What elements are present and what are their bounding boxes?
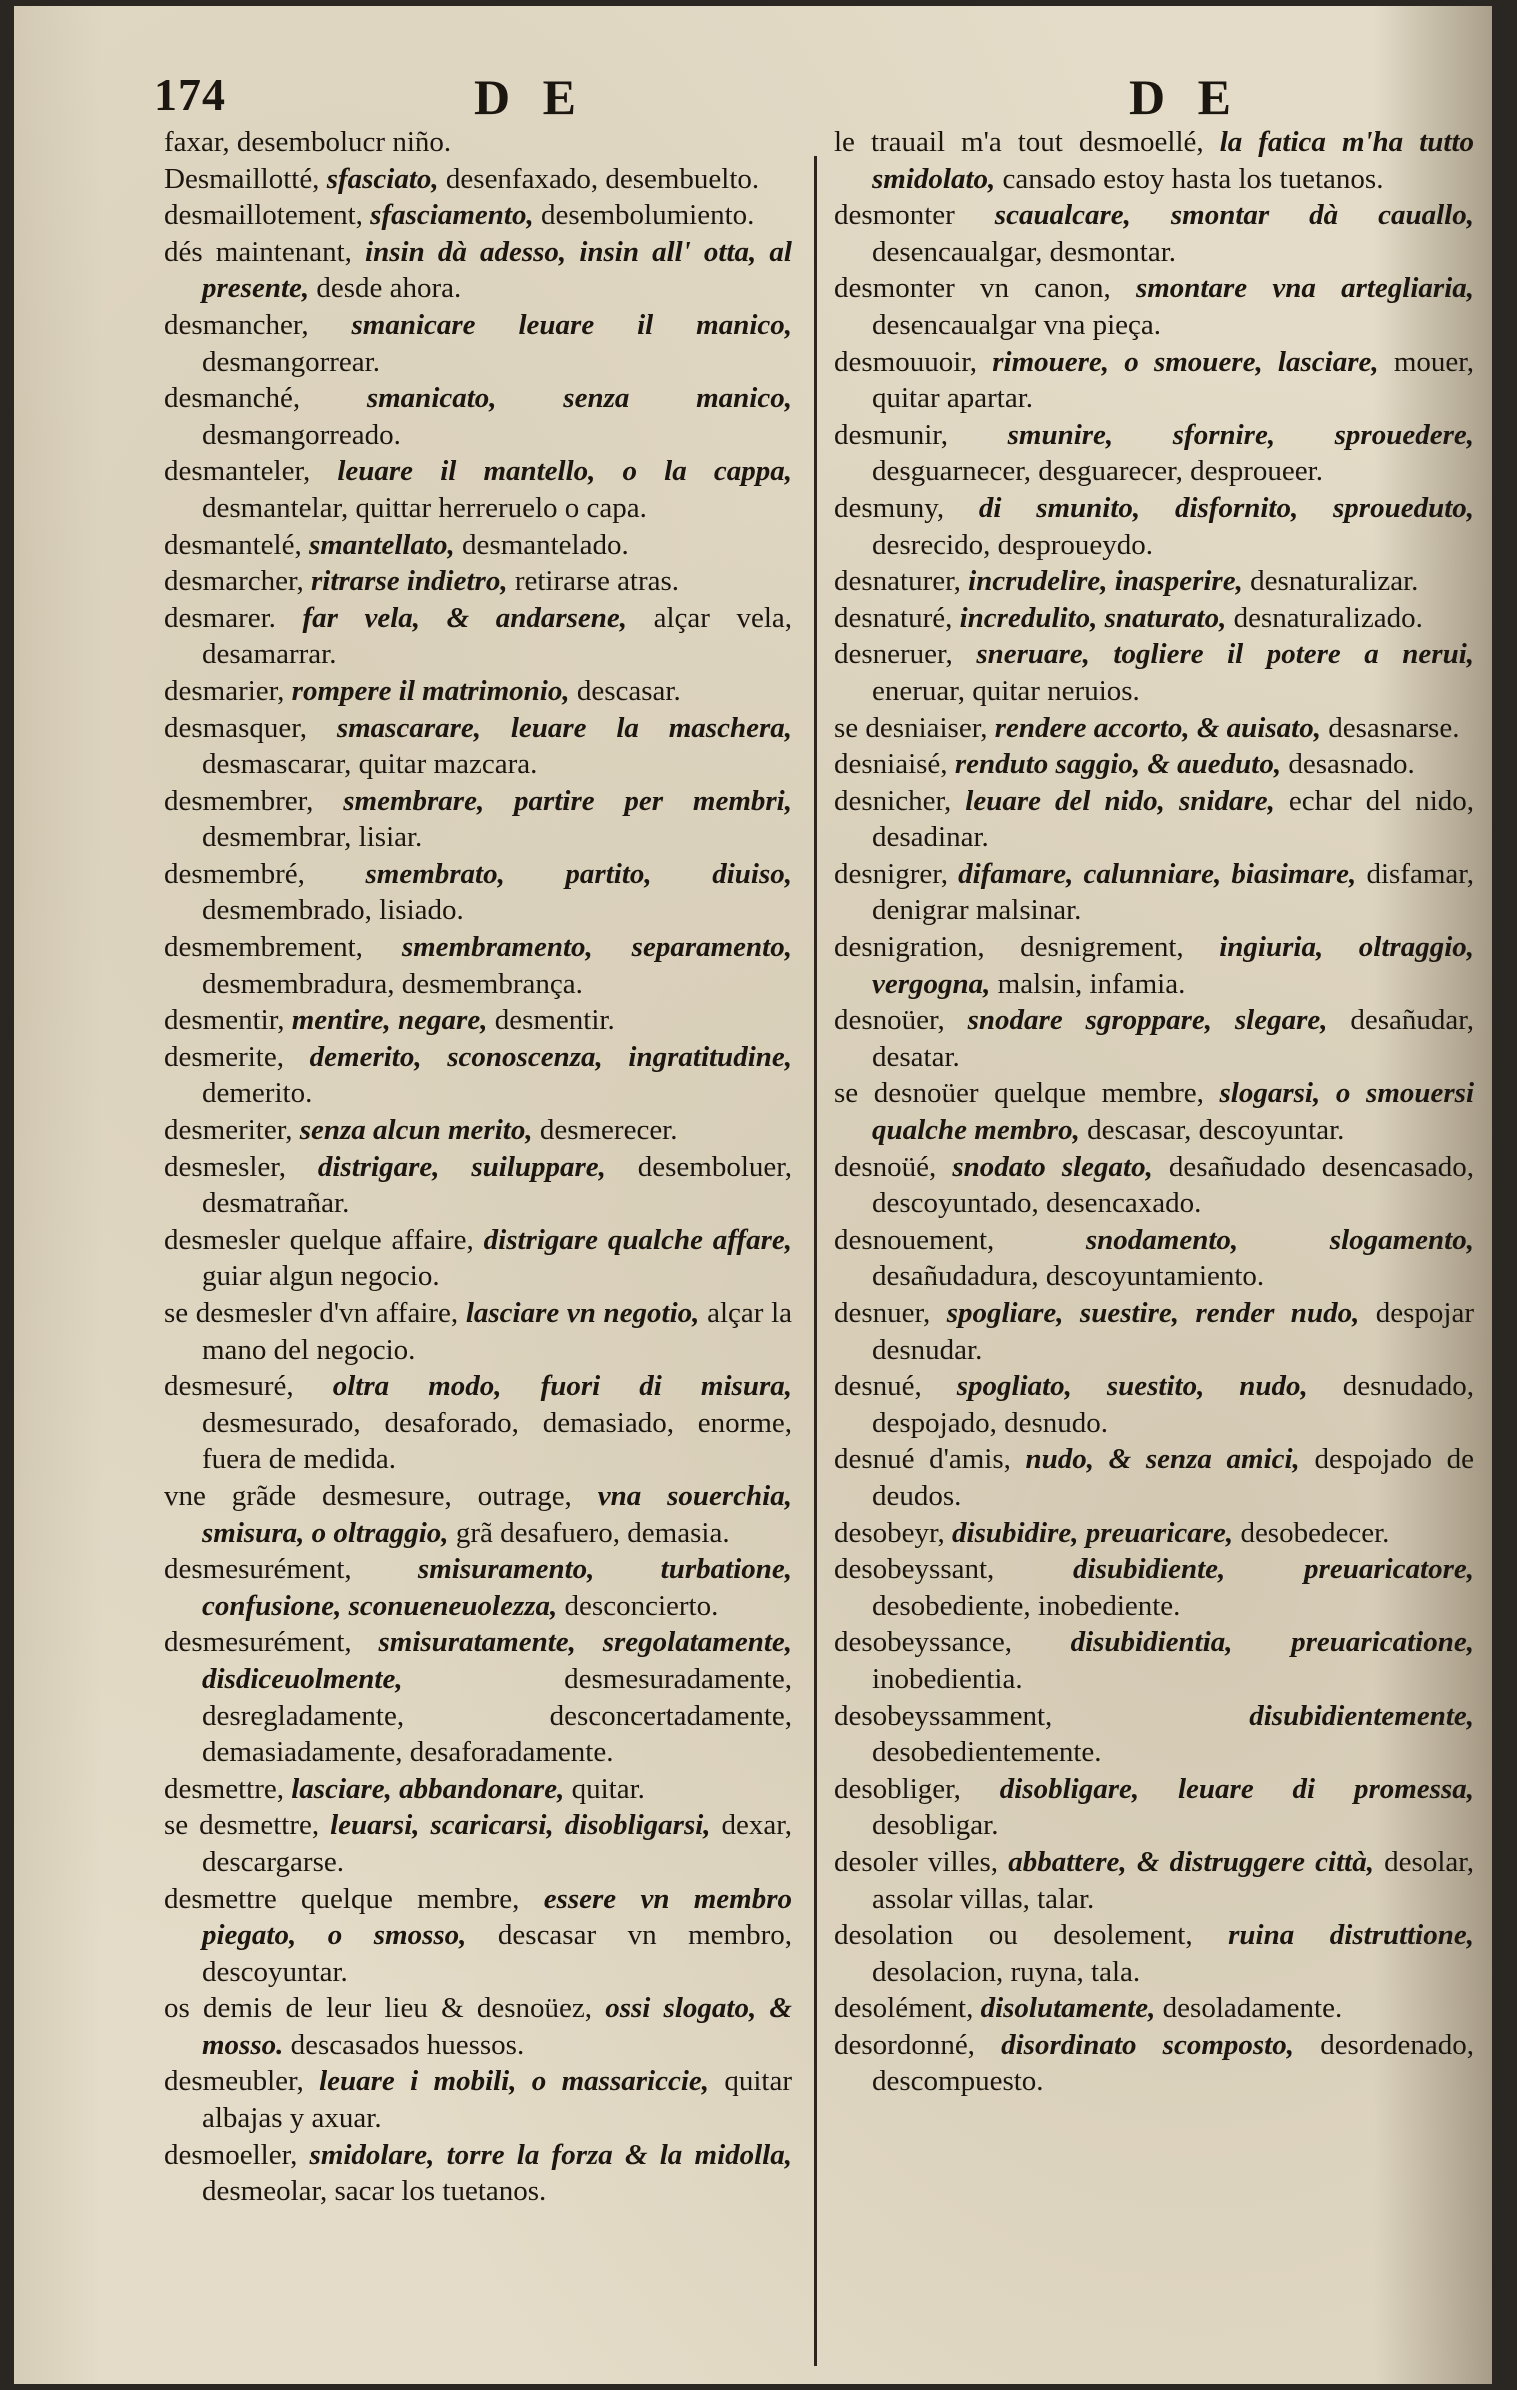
entry-spanish: desmantelar, quittar herreruelo o capa. [202, 491, 647, 524]
entry-italian: smembrato, partito, diuiso, [365, 857, 792, 890]
entry-headword: desmesler quelque affaire, [164, 1223, 474, 1256]
entry-italian: smontare vna artegliaria, [1135, 272, 1474, 305]
dictionary-entry [834, 600, 1474, 637]
entry-italian: ritrarse indietro, [310, 565, 508, 598]
entry-headword: desnigration, desnigrement, [834, 931, 1184, 964]
dictionary-entry [164, 1222, 792, 1295]
entry-spanish: desnaturalizar. [1250, 565, 1419, 598]
dictionary-entry [164, 1624, 792, 1770]
entry-italian: smascarare, leuare la maschera, [336, 711, 793, 744]
dictionary-entry [834, 1295, 1474, 1368]
dictionary-entry [164, 2063, 792, 2136]
entry-headword: desnaturé, [834, 601, 953, 634]
entry-spanish: desasnarse. [1328, 711, 1460, 744]
entry-italian: leuare i mobili, o massariccie, [319, 2065, 710, 2098]
dictionary-entry [164, 1112, 792, 1149]
entry-spanish: desobediente, inobediente. [872, 1589, 1181, 1622]
entry-spanish: desmascarar, quitar mazcara. [202, 748, 538, 781]
entry-spanish: desolacion, ruyna, tala. [872, 1955, 1141, 1988]
entry-italian: nudo, & senza amici, [1025, 1443, 1300, 1476]
entry-spanish: mouer, quitar apartar. [872, 345, 1475, 415]
entry-spanish: demerito. [202, 1077, 313, 1110]
dictionary-entry [164, 1478, 792, 1551]
entry-spanish: desmembrado, lisiado. [202, 894, 464, 927]
dictionary-entry [834, 270, 1474, 343]
entry-italian: sfasciato, [326, 162, 439, 195]
dictionary-entry [164, 380, 792, 453]
entry-spanish: desmesuradamente, desregladamente, desconcertadamente, demasiadamente, desaforadamente. [202, 1662, 792, 1769]
dictionary-entry [834, 1441, 1474, 1514]
entry-spanish: desencaualgar vna pieça. [872, 308, 1162, 341]
entry-spanish: desemboluer, desmatrañar. [202, 1150, 793, 1220]
dictionary-entry [834, 563, 1474, 600]
entry-spanish: echar del nido, desadinar. [872, 784, 1474, 854]
entry-headword: se desmesler d'vn affaire, [164, 1297, 459, 1329]
dictionary-entry [834, 197, 1474, 270]
entry-spanish: desobedientemente. [872, 1736, 1102, 1769]
entry-spanish: descasados huessos. [290, 2028, 525, 2061]
entry-headword: se desmettre, [164, 1809, 320, 1842]
entry-spanish: desenfaxado, desembuelto. [445, 162, 760, 195]
dictionary-entry [164, 600, 792, 673]
dictionary-page [14, 6, 1492, 2384]
entry-italian: disubidientia, preuaricatione, [1070, 1626, 1474, 1659]
running-head-left: D E [474, 69, 586, 125]
entry-italian: sfasciamento, [370, 199, 534, 232]
entry-spanish: desmangorrear. [202, 345, 380, 378]
entry-spanish: desmembradura, desmembrança. [202, 967, 583, 1000]
dictionary-entry [834, 2027, 1474, 2100]
entry-headword: desobeyr, [834, 1516, 945, 1549]
entry-italian: ingiuria, oltraggio, vergogna, [872, 931, 1474, 1000]
entry-spanish: quitar. [571, 1772, 645, 1805]
entry-headword: desmembrer, [164, 784, 314, 817]
entry-headword: desmanteler, [164, 455, 311, 488]
entry-italian: smantellato, [308, 528, 455, 561]
dictionary-entry [834, 783, 1474, 856]
entry-spanish: dexar, descargarse. [202, 1809, 792, 1878]
entry-spanish: malsin, infamia. [997, 967, 1186, 1000]
left-column [164, 124, 792, 2210]
dictionary-entry [834, 710, 1474, 747]
entry-headword: desnoüer, [834, 1004, 945, 1037]
entry-spanish: faxar, desembolucr niño. [164, 126, 452, 158]
dictionary-entry [164, 1002, 792, 1039]
entry-spanish: eneruar, quitar neruios. [872, 674, 1140, 707]
entry-headword: desmeriter, [164, 1114, 293, 1147]
entry-headword: desnuer, [834, 1297, 931, 1329]
entry-italian: snodamento, slogamento, [1085, 1223, 1474, 1256]
entry-headword: desmeubler, [164, 2065, 304, 2098]
page-header [14, 6, 1492, 125]
entry-headword: desmonter [834, 199, 955, 232]
entry-italian: senza alcun merito, [299, 1114, 533, 1147]
entry-headword: se desnoüer quelque membre, [834, 1077, 1204, 1110]
entry-headword: vne grãde desmesure, outrage, [164, 1479, 572, 1512]
entry-italian: renduto saggio, & aueduto, [954, 748, 1282, 781]
entry-headword: desmasquer, [164, 711, 307, 744]
entry-headword: desmantelé, [164, 528, 302, 561]
entry-headword: desobeyssamment, [834, 1699, 1053, 1732]
entry-headword: desmancher, [164, 308, 309, 341]
entry-italian: difamare, calunniare, biasimare, [958, 857, 1357, 890]
entry-italian: ruina distruttione, [1228, 1919, 1474, 1952]
entry-spanish: desordenado, descompuesto. [872, 2028, 1474, 2098]
dictionary-entry [164, 710, 792, 783]
entry-headword: desmoeller, [164, 2138, 298, 2171]
dictionary-entry [164, 453, 792, 526]
entry-spanish: quitar albajas y axuar. [202, 2065, 793, 2135]
entry-spanish: alçar vela, desamarrar. [202, 601, 793, 671]
entry-italian: incredulito, snaturato, [959, 601, 1227, 634]
entry-headword: desmarcher, [164, 565, 304, 598]
entry-italian: sneruare, togliere il potere a nerui, [976, 638, 1475, 671]
dictionary-entry [834, 929, 1474, 1002]
entry-italian: distrigare, suiluppare, [317, 1150, 606, 1183]
entry-spanish: desmeolar, sacar los tuetanos. [202, 2175, 547, 2208]
entry-italian: disobligare, leuare di promessa, [999, 1772, 1474, 1805]
dictionary-entry [164, 856, 792, 929]
entry-italian: smunire, sfornire, sprouedere, [1007, 418, 1474, 451]
dictionary-entry [164, 1771, 792, 1808]
dictionary-entry [834, 1002, 1474, 1075]
entry-italian: mentire, negare, [291, 1004, 488, 1037]
dictionary-entry [164, 1368, 792, 1478]
dictionary-entry [834, 1917, 1474, 1990]
entry-headword: desmarier, [164, 674, 285, 707]
dictionary-entry [164, 1990, 792, 2063]
entry-italian: smisuramento, turbatione, confusione, sconueneuolezza, [202, 1553, 792, 1622]
entry-spanish: desolar, assolar villas, talar. [872, 1845, 1475, 1915]
entry-italian: disordinato scomposto, [1001, 2028, 1294, 2061]
entry-italian: la fatica m'ha tutto smidolato, [872, 126, 1475, 195]
entry-spanish: desconcierto. [564, 1589, 719, 1622]
entry-spanish: desobedecer. [1240, 1516, 1390, 1549]
entry-spanish: desañudar, desatar. [872, 1004, 1475, 1073]
entry-spanish: desnaturalizado. [1233, 601, 1423, 634]
dictionary-entry [164, 1039, 792, 1112]
column-divider [814, 156, 817, 2366]
entry-spanish: descasar. [576, 674, 681, 707]
dictionary-entry [834, 1075, 1474, 1148]
dictionary-entry [164, 1551, 792, 1624]
entry-headword: desobliger, [834, 1772, 961, 1805]
dictionary-entry [164, 1149, 792, 1222]
entry-headword: desnicher, [834, 784, 952, 817]
entry-headword: desnué, [834, 1370, 922, 1403]
entry-italian: leuarsi, scaricarsi, disobligarsi, [330, 1809, 711, 1842]
entry-italian: spogliato, suestito, nudo, [956, 1370, 1308, 1403]
dictionary-entry [164, 161, 792, 198]
entry-spanish: desmerecer. [539, 1114, 678, 1147]
entry-italian: snodare sgroppare, slegare, [967, 1004, 1328, 1037]
dictionary-entry [164, 234, 792, 307]
entry-italian: far vela, & andarsene, [302, 601, 628, 634]
dictionary-entry [834, 1624, 1474, 1697]
entry-italian: spogliare, suestire, render nudo, [946, 1297, 1360, 1329]
dictionary-entry [834, 417, 1474, 490]
entry-headword: desmesler, [164, 1150, 287, 1183]
dictionary-entry [164, 124, 792, 161]
dictionary-entry [164, 527, 792, 564]
entry-italian: smembramento, separamento, [401, 931, 792, 964]
entry-italian: slogarsi, o smouersi qualche membro, [872, 1077, 1474, 1147]
entry-headword: desnué d'amis, [834, 1443, 1011, 1476]
entry-spanish: despojar desnudar. [872, 1297, 1474, 1366]
running-head-right: D E [1129, 69, 1241, 125]
entry-headword: desmuny, [834, 491, 945, 524]
entry-spanish: despojado de deudos. [872, 1443, 1475, 1512]
dictionary-entry [834, 124, 1474, 197]
entry-headword: desnigrer, [834, 857, 948, 890]
entry-headword: desmembrement, [164, 931, 363, 964]
entry-italian: snodato slegato, [952, 1150, 1153, 1183]
entry-italian: smidolare, torre la forza & la midolla, [309, 2138, 792, 2171]
dictionary-entry [164, 307, 792, 380]
entry-italian: insin dà adesso, insin all' otta, al presente, [202, 235, 792, 305]
entry-headword: desmentir, [164, 1004, 285, 1037]
entry-spanish: inobedientia. [872, 1662, 1023, 1695]
entry-italian: vna souerchia, smisura, o oltraggio, [202, 1479, 792, 1549]
dictionary-entry [164, 563, 792, 600]
entry-spanish: desobligar. [872, 1809, 999, 1842]
entry-headword: os demis de leur lieu & desnoüez, [164, 1992, 592, 2025]
entry-spanish: desencaualgar, desmontar. [872, 235, 1177, 268]
dictionary-entry [164, 1807, 792, 1880]
entry-spanish: grã desafuero, demasia. [455, 1516, 730, 1549]
entry-headword: le trauail m'a tout desmoellé, [834, 126, 1204, 158]
dictionary-entry [164, 1295, 792, 1368]
entry-italian: disolutamente, [980, 1992, 1156, 2025]
entry-italian: abbattere, & distruggere città, [1008, 1845, 1374, 1878]
entry-headword: desmembré, [164, 857, 305, 890]
entry-italian: ossi slogato, & mosso. [202, 1992, 792, 2061]
entry-headword: desmouuoir, [834, 345, 978, 378]
entry-headword: desmanché, [164, 382, 301, 415]
entry-italian: rimouere, o smouere, lasciare, [992, 345, 1379, 378]
entry-headword: desnouement, [834, 1223, 995, 1256]
dictionary-entry [834, 856, 1474, 929]
dictionary-entry [164, 783, 792, 856]
dictionary-entry [834, 344, 1474, 417]
entry-spanish: desañudadura, descoyuntamiento. [872, 1260, 1265, 1293]
entry-spanish: desasnado. [1288, 748, 1415, 781]
dictionary-entry [164, 197, 792, 234]
entry-headword: desmettre quelque membre, [164, 1882, 520, 1915]
entry-spanish: desoladamente. [1162, 1992, 1343, 2025]
dictionary-entry [834, 490, 1474, 563]
entry-spanish: desmentir. [494, 1004, 615, 1037]
entry-headword: desmaillotement, [164, 199, 363, 232]
entry-spanish: desañudado desencasado, descoyuntado, desencaxado. [872, 1150, 1474, 1220]
entry-italian: rompere il matrimonio, [291, 674, 570, 707]
dictionary-entry [834, 746, 1474, 783]
entry-italian: leuare il mantello, o la cappa, [337, 455, 792, 488]
entry-headword: desnoüé, [834, 1150, 937, 1183]
entry-headword: desobeyssance, [834, 1626, 1012, 1659]
entry-italian: scaualcare, smontar dà cauallo, [994, 199, 1474, 232]
entry-headword: desmettre, [164, 1772, 284, 1805]
entry-spanish: descasar vn membro, descoyuntar. [202, 1919, 793, 1988]
entry-italian: disubidientemente, [1249, 1699, 1474, 1732]
entry-spanish: disfamar, denigrar malsinar. [872, 857, 1474, 927]
entry-spanish: desguarnecer, desguarecer, desproueer. [872, 455, 1323, 488]
entry-spanish: guiar algun negocio. [202, 1260, 440, 1293]
entry-italian: smanicare leuare il manico, [351, 308, 793, 341]
dictionary-entry [834, 1515, 1474, 1552]
entry-headword: desolation ou desolement, [834, 1919, 1193, 1952]
entry-headword: se desniaiser, [834, 711, 988, 744]
entry-headword: desmesurément, [164, 1626, 352, 1659]
entry-italian: smembrare, partire per membri, [343, 784, 792, 817]
entry-headword: desnaturer, [834, 565, 961, 598]
dictionary-entry [834, 1990, 1474, 2027]
entry-italian: di smunito, disfornito, sproueduto, [978, 491, 1475, 524]
entry-headword: desmesuré, [164, 1370, 294, 1403]
entry-headword: desmonter vn canon, [834, 272, 1111, 305]
entry-spanish: desmembrar, lisiar. [202, 821, 423, 854]
dictionary-entry [834, 1222, 1474, 1295]
entry-italian: smanicato, senza manico, [366, 382, 792, 415]
entry-headword: desordonné, [834, 2028, 975, 2061]
entry-spanish: desrecido, desproueydo. [872, 528, 1154, 561]
entry-headword: desneruer, [834, 638, 953, 671]
dictionary-entry [834, 1844, 1474, 1917]
entry-headword: desniaisé, [834, 748, 948, 781]
entry-italian: smisuratamente, sregolatamente, disdiceuolmente, [202, 1626, 793, 1695]
entry-italian: lasciare, abbandonare, [291, 1772, 565, 1805]
dictionary-entry [834, 1149, 1474, 1222]
entry-headword: desmarer. [164, 601, 276, 634]
entry-spanish: descasar, descoyuntar. [1087, 1114, 1345, 1147]
entry-spanish: desembolumiento. [540, 199, 755, 232]
entry-spanish: desde ahora. [316, 272, 462, 305]
entry-headword: dés maintenant, [164, 235, 352, 268]
dictionary-entry [834, 1551, 1474, 1624]
dictionary-entry [834, 1368, 1474, 1441]
entry-headword: Desmaillotté, [164, 162, 320, 195]
entry-headword: desobeyssant, [834, 1553, 995, 1586]
entry-italian: distrigare qualche affare, [483, 1223, 792, 1256]
entry-spanish: alçar la mano del negocio. [202, 1297, 793, 1366]
dictionary-entry [164, 1881, 792, 1991]
entry-headword: desoler villes, [834, 1845, 999, 1878]
entry-italian: essere vn membro piegato, o smosso, [202, 1882, 793, 1952]
entry-italian: incrudelire, inasperire, [968, 565, 1243, 598]
entry-spanish: cansado estoy hasta los tuetanos. [1002, 162, 1384, 195]
entry-italian: leuare del nido, snidare, [965, 784, 1275, 817]
entry-spanish: retirarse atras. [514, 565, 680, 598]
entry-italian: rendere accorto, & auisato, [994, 711, 1321, 744]
entry-spanish: desnudado, despojado, desnudo. [872, 1370, 1475, 1439]
page-number: 174 [154, 69, 226, 120]
dictionary-entry [164, 673, 792, 710]
entry-headword: desmerite, [164, 1040, 284, 1073]
dictionary-entry [834, 636, 1474, 709]
right-column [834, 124, 1474, 2100]
entry-italian: lasciare vn negotio, [465, 1297, 700, 1329]
dictionary-entry [834, 1698, 1474, 1771]
entry-headword: desolément, [834, 1992, 974, 2025]
entry-italian: disubidiente, preuaricatore, [1073, 1553, 1475, 1586]
entry-spanish: desmesurado, desaforado, demasiado, enorme, fuera de medida. [202, 1406, 792, 1476]
entry-italian: oltra modo, fuori di misura, [332, 1370, 792, 1403]
dictionary-entry [164, 2137, 792, 2210]
dictionary-entry [834, 1771, 1474, 1844]
entry-headword: desmunir, [834, 418, 949, 451]
entry-spanish: desmantelado. [462, 528, 629, 561]
entry-italian: demerito, sconoscenza, ingratitudine, [309, 1040, 792, 1073]
entry-spanish: desmangorreado. [202, 418, 401, 451]
entry-italian: disubidire, preuaricare, [952, 1516, 1234, 1549]
entry-headword: desmesurément, [164, 1553, 352, 1586]
dictionary-entry [164, 929, 792, 1002]
